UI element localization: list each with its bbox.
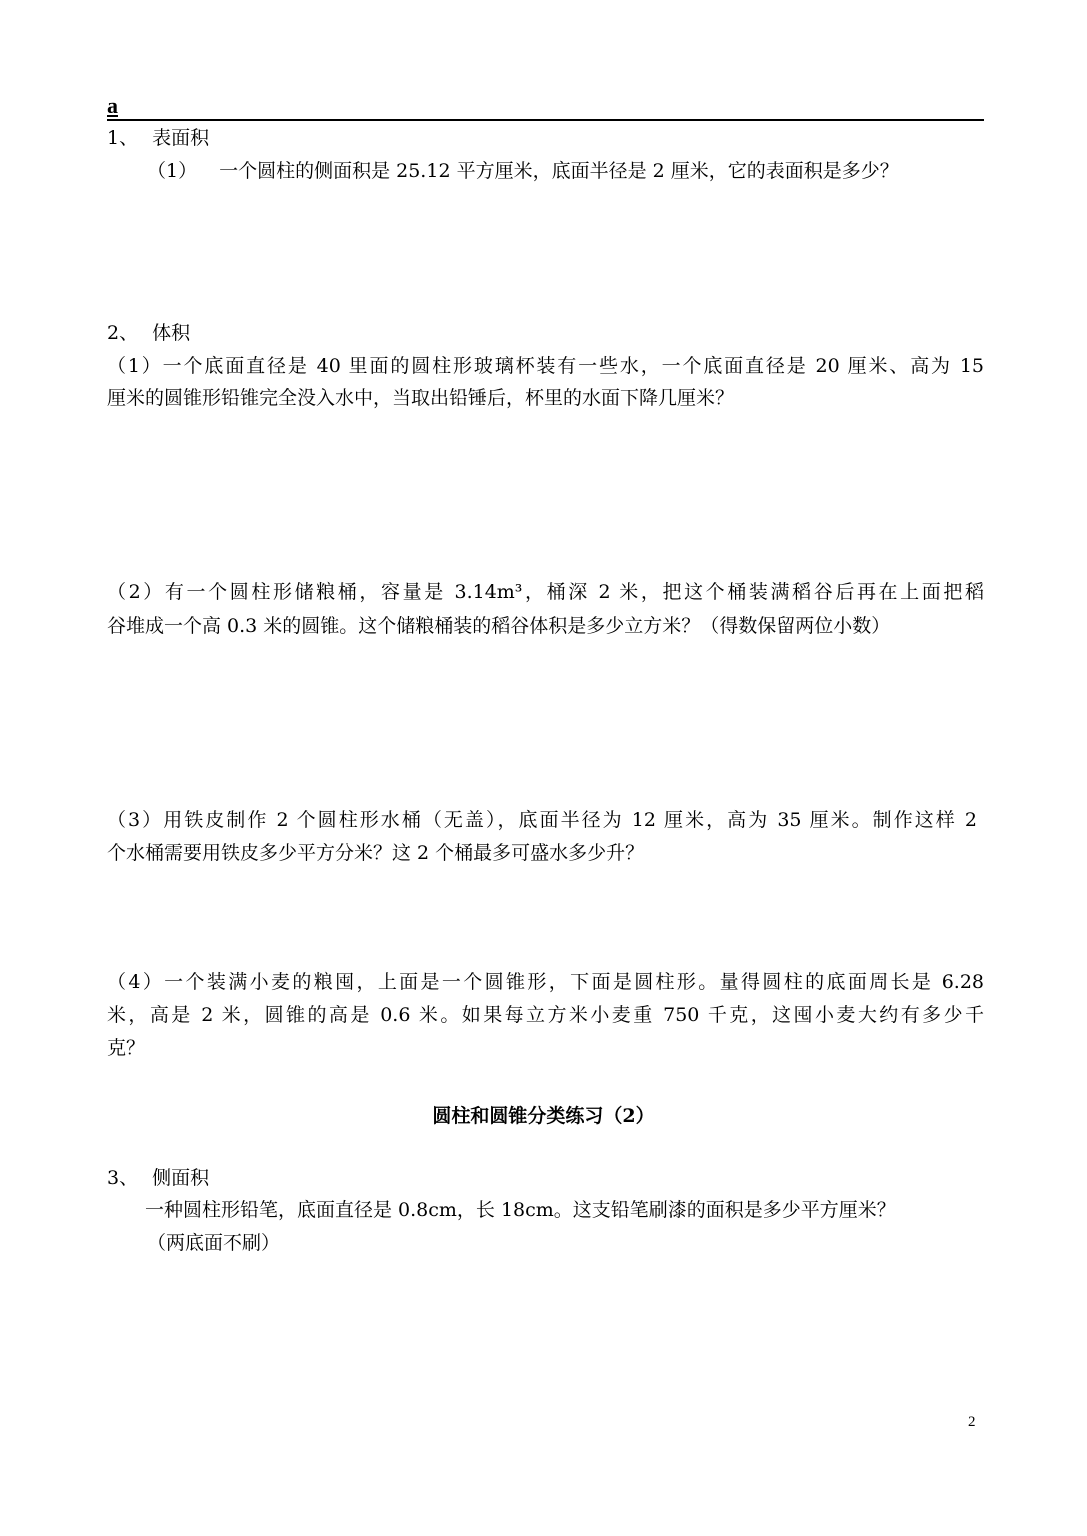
section-2-number: 2、 xyxy=(107,322,139,344)
question-2-4-line-1: （4）一个装满小麦的粮囤，上面是一个圆锥形，下面是圆柱形。量得圆柱的底面周长是 6.28 xyxy=(107,971,984,993)
question-2-3-line-1: （3）用铁皮制作 2 个圆柱形水桶（无盖），底面半径为 12 厘米，高为 35 厘米。制作这样 2 xyxy=(107,809,977,831)
question-3-1-line-1: 一种圆柱形铅笔，底面直径是 0.8cm，长 18cm。这支铅笔刷漆的面积是多少平方厘米？ xyxy=(145,1199,896,1221)
page-number: 2 xyxy=(968,1414,976,1430)
question-2-2-line-2: 谷堆成一个高 0.3 米的圆锥。这个储粮桶装的稻谷体积是多少立方米？（得数保留两位小数） xyxy=(107,615,891,637)
question-2-3-line-2: 个水桶需要用铁皮多少平方分米？这 2 个桶最多可盛水多少升？ xyxy=(107,842,645,864)
question-1-1 xyxy=(147,159,899,183)
worksheet-subtitle: 圆柱和圆锥分类练习（2） xyxy=(432,1105,655,1127)
section-3-number: 3、 xyxy=(107,1167,139,1189)
section-1-number: 1、 xyxy=(107,127,139,149)
section-1-title: 表面积 xyxy=(152,127,210,149)
question-2-2-line-1: （2）有一个圆柱形储粮桶，容量是 3.14m³，桶深 2 米，把这个桶装满稻谷后再在上面把稻 xyxy=(107,581,984,603)
section-2-heading xyxy=(107,321,190,345)
section-3-heading xyxy=(107,1166,209,1190)
question-2-1-line-1: （1）一个底面直径是 40 里面的圆柱形玻璃杯装有一些水，一个底面直径是 20 厘米、高为 15 xyxy=(107,355,984,377)
question-2-4-line-3: 克？ xyxy=(107,1037,146,1059)
question-2-1-line-2: 厘米的圆锥形铅锥完全没入水中，当取出铅锤后，杯里的水面下降几厘米？ xyxy=(107,387,735,409)
question-text: 一个圆柱的侧面积是 25.12 平方厘米，底面半径是 2 厘米，它的表面积是多少？ xyxy=(219,160,899,182)
section-2-title: 体积 xyxy=(152,322,191,344)
question-2-4-line-2: 米，高是 2 米，圆锥的高是 0.6 米。如果每立方米小麦重 750 千克，这囤小麦大约有多少千 xyxy=(107,1004,984,1026)
header-mark: a xyxy=(107,93,118,118)
section-1-heading xyxy=(107,126,209,150)
question-3-1-line-2: （两底面不刷） xyxy=(147,1232,281,1254)
section-3-title: 侧面积 xyxy=(152,1167,210,1189)
header-rule xyxy=(107,119,984,121)
question-number: （1） xyxy=(147,160,198,182)
